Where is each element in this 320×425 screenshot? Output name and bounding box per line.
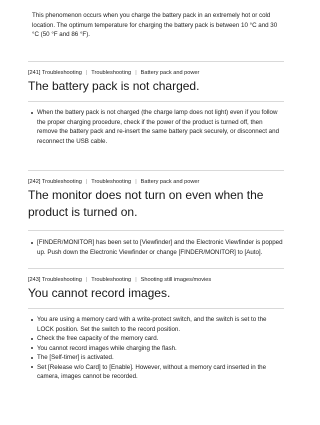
bullet-list (28, 108, 284, 146)
list-item: Set [Release w/o Card] to [Enable]. However, without a memory card inserted in the camera, images cannot be recorded. (28, 363, 284, 382)
divider (28, 101, 284, 102)
list-item: The [Self-timer] is activated. (28, 353, 284, 363)
list-item: You are using a memory card with a write-protect switch, and the switch is set to the LOCK position. Set the switch to the record position. (28, 315, 284, 334)
divider (28, 308, 284, 309)
breadcrumb-item-subcategory[interactable]: Battery pack and power (140, 179, 200, 185)
list-item: You cannot record images while charging the flash. (28, 344, 284, 354)
breadcrumb-item-subcategory[interactable]: Battery pack and power (140, 70, 200, 76)
breadcrumb-item-subcategory[interactable]: Shooting still images/movies (140, 277, 212, 283)
breadcrumb: [241] Troubleshooting | Troubleshooting | Battery pack and power (28, 70, 200, 76)
breadcrumb-item-topic[interactable]: [241] Troubleshooting (28, 70, 82, 76)
page-title: You cannot record images. (28, 286, 171, 300)
breadcrumb: [243] Troubleshooting | Troubleshooting | Shooting still images/movies (28, 277, 212, 283)
intro-paragraph: This phenomenon occurs when you charge the battery pack in an extremely hot or cold location. The optimum temperature for charging the battery pack is between 10 °C and 30 °C (50 °F and 86 °F). (32, 12, 278, 39)
divider (28, 230, 284, 231)
breadcrumb-item-category[interactable]: Troubleshooting (91, 70, 132, 76)
topic-243 (28, 268, 284, 382)
page-title: The battery pack is not charged. (28, 79, 200, 93)
breadcrumb: [242] Troubleshooting | Troubleshooting | Battery pack and power (28, 179, 200, 185)
breadcrumb-item-topic[interactable]: [243] Troubleshooting (28, 277, 82, 283)
list-item: [FINDER/MONITOR] has been set to [Viewfinder] and the Electronic Viewfinder is popped up. Push down the Electronic Viewfinder or change [FINDER/MONITOR] to [Auto]. (28, 238, 284, 257)
topic-242 (28, 170, 284, 257)
bullet-list (28, 238, 284, 257)
list-item: When the battery pack is not charged (the charge lamp does not light) even if you follow the proper charging procedure, check if the power of the product is turned off, then remove the battery pack and re-insert the same battery pack securely, or disconnect and reconnect the USB cable. (28, 108, 284, 146)
page-title: The monitor does not turn on even when the product is turned on. (28, 188, 264, 219)
divider (28, 170, 284, 171)
topic-241 (28, 61, 284, 146)
divider (28, 61, 284, 62)
list-item: Check the free capacity of the memory card. (28, 334, 284, 344)
breadcrumb-item-topic[interactable]: [242] Troubleshooting (28, 179, 82, 185)
breadcrumb-item-category[interactable]: Troubleshooting (91, 277, 132, 283)
breadcrumb-item-category[interactable]: Troubleshooting (91, 179, 132, 185)
bullet-list (28, 315, 284, 382)
divider (28, 268, 284, 269)
